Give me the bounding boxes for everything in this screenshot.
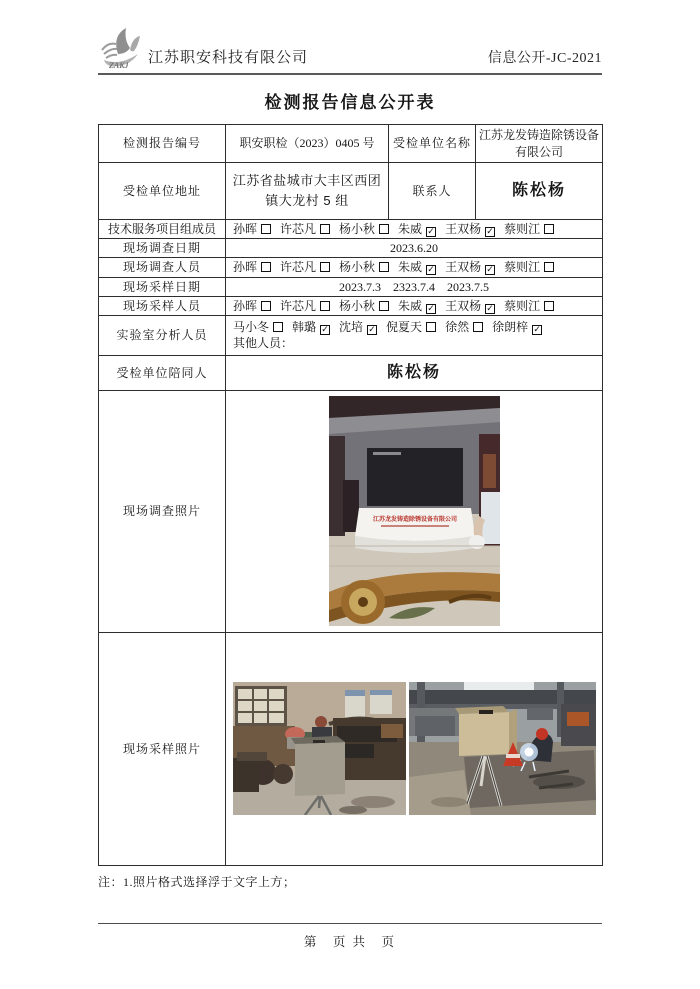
member-name: 许芯凡 [280,222,317,236]
checkbox-checked-icon: ✓ [427,265,435,276]
sampling-photo-label: 现场采样照片 [99,632,226,865]
member-name: 韩璐 [292,320,317,335]
member-item [280,299,330,313]
member-item [504,222,554,236]
sampling-photo-right-image [409,682,596,815]
member-item [233,222,271,236]
member-item [280,260,330,274]
member-name: 王双杨 [445,260,482,275]
sampling-date-label: 现场采样日期 [99,277,226,296]
sampling-photo-left-image [233,682,406,815]
address-value: 江苏省盐城市大丰区西团镇大龙村 5 组 [226,163,389,220]
company-logo-icon [98,24,144,70]
sampling-staff-list [226,296,603,315]
company-name: 江苏职安科技有限公司 [148,50,309,66]
checkbox-unchecked-icon [273,322,283,332]
checkbox-unchecked-icon [261,224,271,234]
checkbox-unchecked-icon [261,262,271,272]
member-name: 蔡则江 [504,222,541,236]
member-item [292,320,330,334]
lab-staff-label: 实验室分析人员 [99,315,226,355]
member-item [398,299,436,313]
table-row [99,239,603,258]
checkbox-checked-icon: ✓ [533,325,541,336]
member-name: 孙晖 [233,260,258,275]
member-name: 杨小秋 [339,260,376,275]
member-item [445,222,495,236]
member-item [339,260,389,274]
member-name: 杨小秋 [339,222,376,236]
checkbox-unchecked-icon [320,224,330,234]
team-members-list [226,220,603,239]
footnote: 注：1.照片格式选择浮于文字上方； [98,874,296,889]
checkbox-unchecked-icon [426,322,436,332]
document-code: 信息公开-JC-2021 [487,51,602,66]
checkbox-unchecked-icon [544,301,554,311]
table-row [99,632,603,865]
member-item [386,320,436,334]
lab-staff-cell [226,315,603,355]
member-item [233,260,271,274]
member-name: 朱威 [398,298,423,313]
member-item [445,260,495,274]
survey-staff-label: 现场调查人员 [99,258,226,277]
photo-sign-text: 江苏龙发铸造除锈设备有限公司 [372,517,457,524]
page-footer: 第 页 共 页 [98,923,602,950]
survey-photo-cell [226,390,603,632]
address-label: 受检单位地址 [99,163,226,220]
member-name: 朱威 [398,260,423,275]
checkbox-checked-icon: ✓ [321,325,329,336]
member-name: 许芯凡 [280,298,317,313]
table-row [99,163,603,220]
checkbox-checked-icon: ✓ [486,303,494,314]
contact-value: 陈松杨 [476,163,603,220]
member-name: 孙晖 [233,298,258,313]
member-item [339,222,389,236]
member-item [280,222,330,236]
logo-text: ZAKJ [109,61,129,70]
member-name: 王双杨 [445,298,482,313]
survey-staff-list [226,258,603,277]
page-header [98,0,602,75]
team-label: 技术服务项目组成员 [99,220,226,239]
report-no-value: 职安职检（2023）0405 号 [226,125,389,163]
checkbox-unchecked-icon [379,301,389,311]
member-name: 倪夏天 [386,320,423,335]
survey-date-value: 2023.6.20 [226,239,603,258]
checkbox-checked-icon: ✓ [427,227,435,237]
member-name: 徐然 [445,320,470,335]
member-name: 蔡则江 [504,298,541,313]
member-item [445,320,483,334]
checkbox-unchecked-icon [379,224,389,234]
checkbox-checked-icon: ✓ [486,265,494,276]
member-name: 朱威 [398,222,423,236]
table-row [99,277,603,296]
table-row [99,296,603,315]
member-item [504,299,554,313]
member-name: 徐朗梓 [492,320,529,335]
table-row [99,125,603,163]
member-name: 许芯凡 [280,260,317,275]
sampling-staff-label: 现场采样人员 [99,296,226,315]
table-row [99,258,603,277]
checkbox-checked-icon: ✓ [368,325,376,336]
checkbox-unchecked-icon [473,322,483,332]
report-no-label: 检测报告编号 [99,125,226,163]
lab-staff-list [226,319,602,335]
report-info-table [98,124,603,866]
member-item [339,299,389,313]
survey-date-label: 现场调查日期 [99,239,226,258]
table-row [99,390,603,632]
checkbox-unchecked-icon [379,262,389,272]
member-item [339,320,377,334]
member-item [445,299,495,313]
member-name: 孙晖 [233,222,258,236]
contact-label: 联系人 [389,163,476,220]
unit-name-value: 江苏龙发铸造除锈设备有限公司 [476,125,603,163]
checkbox-checked-icon: ✓ [486,227,494,237]
member-item [233,320,283,334]
checkbox-unchecked-icon [320,301,330,311]
member-name: 王双杨 [445,222,482,236]
member-name: 沈培 [339,320,364,335]
member-name: 蔡则江 [504,260,541,275]
member-name: 马小冬 [233,320,270,335]
member-item [492,320,542,334]
member-item [233,299,271,313]
table-row [99,220,603,239]
lab-others-label: 其他人员： [233,336,294,351]
page-title: 检测报告信息公开表 [264,93,436,112]
checkbox-unchecked-icon [544,224,554,234]
sampling-photo-cell [226,632,603,865]
companion-label: 受检单位陪同人 [99,355,226,390]
member-name: 杨小秋 [339,298,376,313]
member-item [398,222,436,236]
table-row [99,355,603,390]
unit-name-label: 受检单位名称 [389,125,476,163]
sampling-date-value: 2023.7.3 2323.7.4 2023.7.5 [226,277,603,296]
member-item [398,260,436,274]
survey-photo-image [329,396,500,626]
survey-photo-label: 现场调查照片 [99,390,226,632]
companion-value: 陈松杨 [226,355,603,390]
checkbox-checked-icon: ✓ [427,303,435,314]
member-item [504,260,554,274]
table-row [99,315,603,355]
checkbox-unchecked-icon [320,262,330,272]
checkbox-unchecked-icon [544,262,554,272]
checkbox-unchecked-icon [261,301,271,311]
